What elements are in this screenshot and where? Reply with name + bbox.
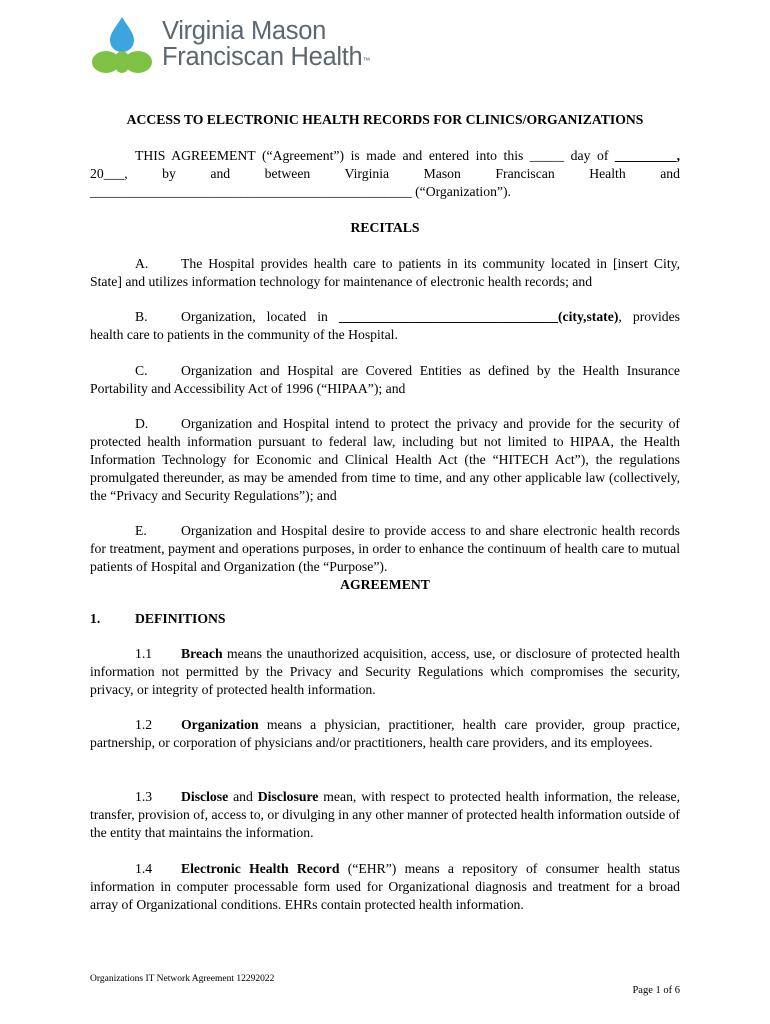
intro-text-2: 20___, by and between Virginia Mason Franciscan Health and [90, 166, 680, 181]
agreement-heading: AGREEMENT [340, 577, 430, 592]
definition-term: Organization [181, 717, 259, 732]
intro-text-1: THIS AGREEMENT (“Agreement”) is made and entered into this _____ day of [135, 148, 615, 163]
recital-text: The Hospital provides health care to patients in its community located in [insert City, State] and utilizes information technology for maintenance of electronic health records; and [90, 256, 680, 289]
intro-text-3: (“Organization”). [411, 184, 511, 199]
logo-wordmark [162, 18, 370, 70]
recital-text: Organization and Hospital intend to protect the privacy and provide for the security of protected health information pursuant to federal law, including but not limited to HIPAA, the Health Information Technology for Economic and Clinical Health Act (the “HITECH Act”), the regulations promulgated thereunder, as may be amended from time to time, and any other applicable law (collectively, the “Privacy and Security Regulations”); and [90, 416, 680, 503]
recital-blank: ________________________________ [338, 309, 558, 324]
recital-label: D. [135, 416, 149, 431]
trademark-symbol: ™ [362, 56, 371, 65]
recital-text-end: , provides health care to patients in the community of the Hospital. [90, 309, 681, 342]
section-number: 1. [90, 611, 101, 626]
definition-text: (“EHR”) means a repository of consumer health status information in computer processable form used for Organizational diagnosis and treatment for a broad array of Organizational conditions. EHRs contain protected health information. [90, 861, 680, 912]
definition-text: means the unauthorized acquisition, access, use, or disclosure of protected health information not permitted by the Privacy and Security Regulations which compromises the security, privacy, or integrity of protected health information. [90, 646, 680, 697]
intro-paragraph [90, 147, 680, 201]
recital-label: C. [135, 363, 148, 378]
definition-number: 1.3 [135, 789, 153, 804]
definition-text: means a physician, practitioner, health care provider, group practice, partnership, or corporation of physicians and/or practitioners, health care providers, and its employees. [90, 717, 680, 750]
definition-term: Electronic Health Record [181, 861, 340, 876]
recital-a [90, 255, 680, 291]
document-title: ACCESS TO ELECTRONIC HEALTH RECORDS FOR CLINICS/ORGANIZATIONS [126, 112, 644, 127]
recital-text: Organization, located in [181, 309, 339, 324]
logo-mark-icon [92, 14, 156, 76]
page-number: Page 1 of 6 [632, 985, 680, 996]
definition-term: Disclose [181, 789, 229, 804]
recitals-heading: RECITALS [350, 220, 420, 235]
definition-1-2 [90, 716, 680, 752]
definition-number: 1.1 [135, 646, 153, 661]
recital-label: B. [135, 309, 148, 324]
recital-c [90, 362, 680, 398]
recital-label: A. [135, 256, 149, 271]
definition-number: 1.4 [135, 861, 153, 876]
section-title: DEFINITIONS [135, 611, 226, 626]
recital-d [90, 415, 680, 505]
definition-1-3 [90, 788, 680, 842]
logo-line-1: Virginia Mason [162, 17, 327, 45]
recital-text: Organization and Hospital are Covered Entities as defined by the Health Insurance Portability and Accessibility Act of 1996 (“HIPAA”); and [90, 363, 680, 396]
recital-city-state: (city,state) [557, 309, 619, 324]
definition-term-2: Disclosure [257, 789, 319, 804]
definition-term: Breach [181, 646, 223, 661]
footer-document-id: Organizations IT Network Agreement 12292022 [90, 974, 275, 984]
intro-blank-month: _________, [614, 148, 680, 163]
definition-1-1 [90, 645, 680, 699]
definition-text: mean, with respect to protected health information, the release, transfer, provision of, access to, or divulging in any other manner of protected health information outside of the entity that maintains the information. [90, 789, 681, 840]
recital-text: Organization and Hospital desire to provide access to and share electronic health records for treatment, payment and operations purposes, in order to enhance the continuum of health care to mutual patients of Hospital and Organization (the “Purpose”). [90, 523, 680, 574]
definition-connector: and [228, 789, 258, 804]
organization-logo [92, 14, 412, 76]
recital-label: E. [135, 523, 147, 538]
section-1-heading [90, 611, 226, 627]
intro-blank-org: _______________________________________________ [90, 184, 412, 199]
definition-1-4 [90, 860, 680, 914]
definition-number: 1.2 [135, 717, 153, 732]
recital-b [90, 308, 680, 344]
recital-e [90, 522, 680, 576]
logo-line-2: Franciscan Health [162, 43, 363, 71]
